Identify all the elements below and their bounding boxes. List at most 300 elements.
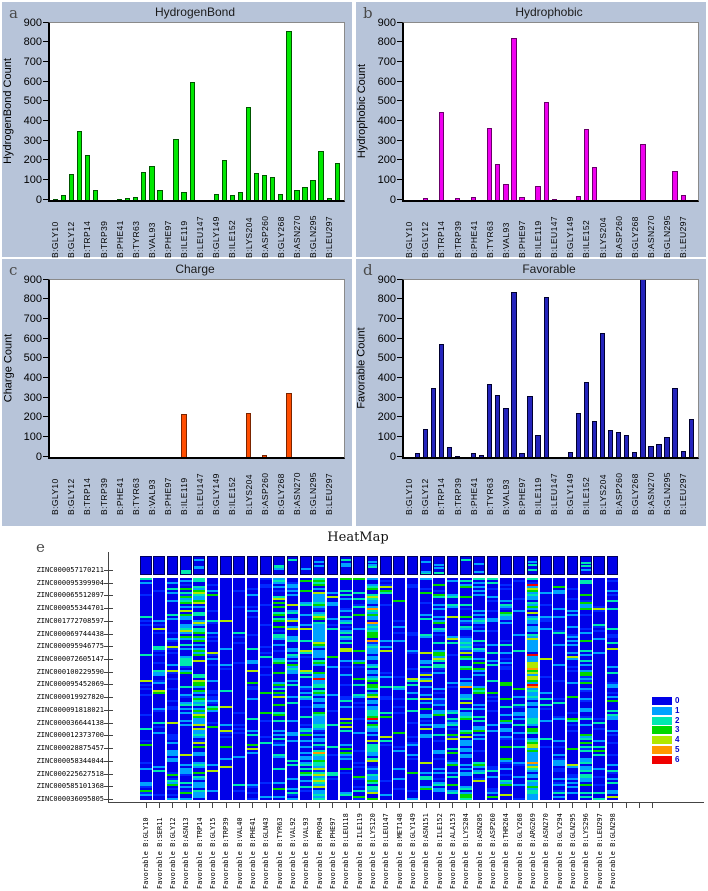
heatmap-column-label: Favorable B:ASP260: [488, 813, 497, 889]
x-axis-tick-label: B:ASP260: [613, 472, 624, 515]
bar-hydrogenbond: [246, 107, 251, 200]
heatmap-column: [420, 578, 432, 800]
heatmap-header-cell: [473, 556, 485, 575]
bar-hydrophobic: [439, 112, 444, 201]
heatmap-column: [273, 578, 285, 800]
y-axis-tick-label: 200: [377, 411, 396, 424]
heatmap-column-tick: [586, 803, 587, 808]
x-axis-tick-label: B:GLY268: [275, 473, 286, 515]
y-axis-tick-label: 300: [23, 134, 42, 147]
chart-title-hydrogenbond: HydrogenBond: [154, 5, 236, 19]
x-axis-tick-label: B:GLY149: [211, 473, 222, 515]
heatmap-column-tick: [546, 803, 547, 808]
heatmap-stripe: [140, 798, 152, 800]
heatmap-column-tick: [519, 803, 520, 808]
bar-hydrophobic: [552, 199, 557, 201]
y-axis-tick-label: 300: [23, 391, 42, 404]
heatmap-header-stripe: [528, 561, 538, 563]
heatmap-column: [260, 578, 272, 800]
x-axis-tick-label: B:GLN295: [308, 472, 319, 515]
heatmap-column-label: Favorable B:THR264: [502, 813, 511, 889]
bar-favorable: [423, 429, 428, 457]
heatmap-header-cell: [500, 556, 512, 575]
y-axis-tick: [397, 100, 402, 101]
heatmap-column-label: Favorable B:TYR63: [275, 817, 284, 889]
bar-favorable: [487, 384, 492, 457]
heatmap-row-label: ZINC000100229590: [36, 667, 104, 676]
bar-hydrophobic: [487, 128, 492, 200]
heatmap-row-tick: [104, 735, 113, 736]
heatmap-column-label: Favorable B:LEU297: [595, 813, 604, 889]
y-axis-tick-label: 900: [23, 16, 42, 29]
heatmap-header-cell: [167, 556, 179, 575]
heatmap-column: [167, 578, 179, 800]
bar-hydrogenbond: [173, 139, 178, 200]
x-axis-tick-label: B:PHE41: [114, 477, 125, 515]
heatmap-column: [500, 578, 512, 800]
heatmap-column-label: Favorable B:GLY12: [168, 817, 177, 889]
heatmap-row-tick: [104, 748, 113, 749]
heatmap-column-tick: [186, 803, 187, 808]
heatmap-stripe: [367, 798, 379, 800]
heatmap-stripe: [407, 798, 419, 800]
x-axis-tick-label: B:ILE152: [227, 219, 238, 258]
legend-swatch-level-2: [652, 717, 672, 725]
y-axis-tick: [43, 397, 48, 398]
y-axis-tick: [397, 61, 402, 62]
y-axis-tick-label: 300: [377, 391, 396, 404]
x-axis-tick-label: B:LEU297: [678, 216, 689, 258]
heatmap-column-tick: [212, 803, 213, 808]
y-axis-tick: [397, 120, 402, 121]
x-axis-tick-label: B:GLN295: [662, 472, 673, 515]
bar-charge: [286, 393, 291, 457]
heatmap-column: [553, 578, 565, 800]
heatmap-stripe: [607, 798, 619, 800]
y-axis-tick-label: 900: [377, 16, 396, 29]
heatmap-header-cell: [407, 556, 419, 575]
y-axis-tick: [397, 298, 402, 299]
heatmap-column-tick: [399, 803, 400, 808]
bar-favorable: [608, 430, 613, 457]
x-axis-tick-label: B:ASP260: [259, 215, 270, 258]
heatmap-column-label: Favorable B:TRP14: [195, 817, 204, 889]
bar-hydrogenbond: [286, 31, 291, 200]
legend-level-label: 6: [675, 754, 680, 764]
x-axis-tick-label: B:TRP39: [452, 220, 463, 258]
heatmap-column-label: Favorable B:ASN270: [542, 813, 551, 889]
heatmap-row-tick: [104, 659, 113, 660]
y-axis-tick-label: 300: [377, 134, 396, 147]
heatmap-column: [447, 578, 459, 800]
heatmap-stripe: [220, 798, 232, 800]
heatmap-column-label: Favorable B:PHE97: [328, 817, 337, 889]
bar-hydrophobic: [640, 144, 645, 200]
y-axis-tick: [43, 100, 48, 101]
bar-hydrogenbond: [117, 199, 122, 201]
y-axis-tick: [397, 357, 402, 358]
heatmap-stripe: [420, 798, 432, 800]
y-axis-tick-label: 800: [23, 36, 42, 49]
heatmap-header-stripe: [434, 567, 444, 569]
heatmap-column-tick: [559, 803, 560, 808]
heatmap-column-label: Favorable B:TRP39: [222, 817, 231, 889]
x-axis-tick-label: B:ASN270: [291, 215, 302, 258]
heatmap-column-tick: [439, 803, 440, 808]
panel-letter-b: b: [363, 4, 373, 22]
heatmap-stripe: [287, 798, 299, 800]
heatmap-row-label: ZINC000095452069: [36, 680, 104, 689]
legend-swatch-level-3: [652, 726, 672, 734]
heatmap-column: [313, 578, 325, 800]
y-axis-tick-label: 0: [35, 193, 42, 206]
x-axis-tick-label: B:TRP39: [98, 220, 109, 258]
heatmap-column-label: Favorable B:ASN205: [475, 813, 484, 889]
bar-hydrophobic: [423, 198, 428, 200]
x-axis-tick-label: B:LEU297: [324, 216, 335, 258]
heatmap-column-label: Favorable B:PRO94: [315, 817, 324, 889]
heatmap-stripe: [447, 798, 459, 800]
heatmap-header-cell: [580, 556, 592, 575]
heatmap-column: [540, 578, 552, 800]
bar-hydrophobic: [503, 184, 508, 200]
y-axis-label-wrap: [353, 22, 371, 199]
x-axis-tick-label: B:TRP14: [82, 220, 93, 258]
heatmap-column-tick: [279, 803, 280, 808]
legend-swatch-level-4: [652, 736, 672, 744]
heatmap-column-label: Favorable B:ILE152: [435, 813, 444, 889]
y-axis-tick: [43, 120, 48, 121]
bar-hydrogenbond: [327, 198, 332, 200]
heatmap-column-tick: [452, 803, 453, 808]
heatmap-column: [353, 578, 365, 800]
x-axis-tick-label: B:LEU297: [678, 473, 689, 515]
x-axis-tick-label: B:GLY10: [404, 478, 415, 515]
y-axis-label: Charge Count: [2, 333, 14, 402]
heatmap-header-cell: [247, 556, 259, 575]
heatmap-column-tick: [479, 803, 480, 808]
y-axis-tick-label: 400: [377, 114, 396, 127]
x-axis-tick-label: B:LEU147: [195, 216, 206, 258]
y-axis-tick: [43, 279, 48, 280]
bar-hydrophobic: [672, 171, 677, 200]
plot-area-hydrogenbond: [48, 22, 345, 202]
x-axis-tick-label: B:PHE97: [162, 220, 173, 258]
heatmap-stripe: [340, 798, 352, 800]
heatmap-header-stripe: [434, 564, 444, 566]
y-axis-tick-label: 400: [377, 371, 396, 384]
heatmap-header-cell: [513, 556, 525, 575]
heatmap-row-tick: [104, 646, 113, 647]
y-axis-tick: [397, 159, 402, 160]
y-axis-tick-label: 0: [389, 450, 396, 463]
heatmap-column: [607, 578, 619, 800]
heatmap-header-stripe: [314, 565, 324, 567]
bar-hydrogenbond: [181, 192, 186, 200]
heatmap-stripe: [180, 798, 192, 800]
heatmap-column: [567, 578, 579, 800]
bar-favorable: [535, 435, 540, 457]
x-axis-tick-label: B:GLY149: [565, 473, 576, 515]
heatmap-header-cell: [527, 556, 539, 575]
heatmap-header-cell: [420, 556, 432, 575]
heatmap-header-stripe: [288, 559, 298, 561]
y-axis-tick: [43, 41, 48, 42]
y-axis-label-wrap: [353, 279, 371, 456]
heatmap-axis-extra-tick: [652, 803, 653, 808]
heatmap-header-stripe: [434, 572, 444, 574]
y-axis-tick-label: 500: [23, 352, 42, 365]
y-axis-tick-label: 500: [377, 352, 396, 365]
x-axis-tick-label: B:PHE97: [162, 477, 173, 515]
panel-favorable: [356, 259, 706, 526]
heatmap-column-label: Favorable B:GLN43: [262, 817, 271, 889]
heatmap-column-tick: [599, 803, 600, 808]
heatmap-stripe: [393, 798, 405, 800]
heatmap-column-tick: [346, 803, 347, 808]
heatmap-column-tick: [612, 803, 613, 808]
heatmap-header-stripe: [474, 563, 484, 565]
heatmap-column-label: Favorable B:GLN295: [568, 813, 577, 889]
y-axis-tick: [397, 81, 402, 82]
bar-hydrogenbond: [254, 173, 259, 200]
y-axis-label-wrap: [0, 279, 17, 456]
bar-hydrophobic: [495, 164, 500, 200]
heatmap-header-cell: [327, 556, 339, 575]
y-axis-tick: [43, 61, 48, 62]
x-axis-tick-label: B:TRP39: [452, 477, 463, 515]
x-axis-tick-label: B:GLY12: [420, 221, 431, 258]
bar-favorable: [681, 451, 686, 457]
heatmap-row-label: ZINC000055344701: [36, 604, 104, 613]
heatmap-row-label: ZINC000095399904: [36, 578, 104, 587]
heatmap-header-cell: [433, 556, 445, 575]
y-axis-tick-label: 700: [23, 55, 42, 68]
heatmap-stripe: [553, 798, 565, 800]
heatmap-column-label: Favorable B:ASN13: [182, 817, 191, 889]
heatmap-row-tick: [104, 608, 113, 609]
bar-favorable: [503, 408, 508, 457]
panel-hydrophobic: [356, 2, 706, 257]
y-axis-tick-label: 400: [23, 371, 42, 384]
x-axis-tick-label: B:TYR63: [484, 477, 495, 515]
x-axis-tick-label: B:GLY268: [629, 473, 640, 515]
x-axis-tick-label: B:GLY149: [565, 216, 576, 258]
panel-letter-a: a: [9, 4, 18, 22]
bar-hydrogenbond: [230, 195, 235, 200]
heatmap-row-tick: [104, 570, 113, 571]
heatmap-row-tick: [104, 786, 113, 787]
heatmap-column-tick: [532, 803, 533, 808]
heatmap-column: [340, 578, 352, 800]
heatmap-column: [220, 578, 232, 800]
y-axis-tick: [397, 436, 402, 437]
bar-hydrogenbond: [238, 192, 243, 200]
heatmap-column-tick: [386, 803, 387, 808]
x-axis-tick-label: B:GLY268: [275, 216, 286, 258]
x-axis-tick-label: B:GLY12: [420, 478, 431, 515]
plot-area-hydrophobic: [402, 22, 699, 202]
heatmap-stripe: [193, 798, 205, 800]
y-axis-tick: [397, 179, 402, 180]
heatmap-header-cell: [553, 556, 565, 575]
heatmap-column-tick: [252, 803, 253, 808]
heatmap-stripe: [247, 798, 259, 800]
heatmap-row-tick: [104, 684, 113, 685]
legend-swatch-level-1: [652, 707, 672, 715]
x-axis-tick-label: B:ILE119: [533, 220, 544, 258]
y-axis-tick-label: 100: [377, 430, 396, 443]
heatmap-column: [207, 578, 219, 800]
bar-hydrogenbond: [294, 190, 299, 200]
heatmap-column-tick: [466, 803, 467, 808]
bar-favorable: [656, 444, 661, 457]
x-axis-tick-label: B:ILE152: [581, 219, 592, 258]
heatmap-column: [193, 578, 205, 800]
heatmap-header-cell: [220, 556, 232, 575]
heatmap-column-tick: [266, 803, 267, 808]
bar-favorable: [471, 453, 476, 457]
heatmap-column-label: Favorable B:VAL93: [302, 817, 311, 889]
heatmap-column-tick: [146, 803, 147, 808]
bar-hydrogenbond: [77, 131, 82, 200]
y-axis-tick-label: 800: [377, 36, 396, 49]
heatmap-header-stripe: [341, 559, 351, 561]
x-axis-tick-label: B:LYS204: [243, 474, 254, 515]
heatmap-row-label: ZINC000036095805: [36, 794, 104, 803]
heatmap-header-cell: [287, 556, 299, 575]
heatmap-column-label: Favorable B:LEU118: [342, 813, 351, 889]
bar-favorable: [616, 432, 621, 457]
heatmap-row-tick: [104, 710, 113, 711]
x-axis-tick-label: B:ILE119: [179, 477, 190, 515]
heatmap-header-stripe: [461, 559, 471, 561]
y-axis-tick-label: 700: [377, 312, 396, 325]
bar-favorable: [689, 419, 694, 457]
y-axis-tick: [43, 179, 48, 180]
heatmap-row-label: ZINC000065512097: [36, 591, 104, 600]
chart-title-charge: Charge: [175, 262, 215, 276]
heatmap-row-tick: [104, 774, 113, 775]
heatmap-header-stripe: [301, 568, 311, 570]
heatmap-row-label: ZINC000012373700: [36, 731, 104, 740]
x-axis-tick-label: B:GLN295: [662, 215, 673, 258]
heatmap-stripe: [207, 798, 219, 800]
x-axis-tick-label: B:GLY12: [66, 478, 77, 515]
y-axis-tick: [43, 416, 48, 417]
x-axis-tick-label: B:LEU147: [549, 216, 560, 258]
y-axis-tick: [397, 338, 402, 339]
heatmap-header-stripe: [368, 566, 378, 568]
heatmap-column-tick: [572, 803, 573, 808]
heatmap-column-label: Favorable B:LYS120: [368, 813, 377, 889]
heatmap-stripe: [513, 798, 525, 800]
heatmap-row-tick: [104, 595, 113, 596]
x-axis-tick-label: B:TYR63: [484, 220, 495, 258]
y-axis-tick: [43, 357, 48, 358]
y-axis-tick: [397, 279, 402, 280]
bar-hydrogenbond: [222, 160, 227, 200]
heatmap-header-cell: [260, 556, 272, 575]
x-axis-tick-label: B:LYS204: [597, 474, 608, 515]
heatmap-column: [407, 578, 419, 800]
y-axis-tick-label: 400: [23, 114, 42, 127]
y-axis-tick: [397, 41, 402, 42]
y-axis-tick-label: 600: [377, 332, 396, 345]
heatmap-stripe: [593, 798, 605, 800]
bar-hydrogenbond: [310, 180, 315, 200]
x-axis-tick-label: B:VAL93: [500, 222, 511, 258]
heatmap-column-label: Favorable B:MET148: [395, 813, 404, 889]
heatmap-stripe: [260, 798, 272, 800]
heatmap-header-cell: [460, 556, 472, 575]
heatmap-row-tick: [104, 723, 113, 724]
heatmap-header-stripe: [581, 569, 591, 571]
y-axis-tick: [43, 456, 48, 457]
bar-charge: [246, 413, 251, 457]
bar-favorable: [600, 333, 605, 457]
bar-favorable: [664, 437, 669, 457]
bar-favorable: [527, 396, 532, 457]
x-axis-tick-label: B:TRP14: [436, 220, 447, 258]
panel-letter-e: e: [36, 538, 45, 556]
y-axis-tick-label: 600: [377, 75, 396, 88]
heatmap-column-label: Favorable B:GLN298: [608, 813, 617, 889]
heatmap-header-cell: [153, 556, 165, 575]
heatmap-column: [433, 578, 445, 800]
heatmap-column-tick: [492, 803, 493, 808]
bar-favorable: [511, 292, 516, 457]
heatmap-stripe: [540, 798, 552, 800]
heatmap-header-cell: [353, 556, 365, 575]
bar-favorable: [519, 453, 524, 457]
heatmap-row-label: ZINC000095946775: [36, 642, 104, 651]
heatmap-header-cell: [313, 556, 325, 575]
x-axis-tick-label: B:GLY12: [66, 221, 77, 258]
heatmap-column-tick: [412, 803, 413, 808]
bar-hydrogenbond: [278, 194, 283, 200]
x-axis-tick-label: B:LEU147: [549, 473, 560, 515]
heatmap-stripe: [487, 798, 499, 800]
heatmap-column: [153, 578, 165, 800]
heatmap-row-tick: [104, 634, 113, 635]
x-axis-tick-label: B:VAL93: [146, 222, 157, 258]
heatmap-stripe: [233, 798, 245, 800]
y-axis-tick-label: 500: [377, 95, 396, 108]
heatmap-column-label: Favorable B:GLY294: [555, 813, 564, 889]
heatmap-stripe: [580, 798, 592, 800]
heatmap-header-stripe: [528, 569, 538, 571]
heatmap-header-cell: [593, 556, 605, 575]
plot-area-charge: [48, 279, 345, 459]
x-axis-tick-label: B:PHE41: [468, 220, 479, 258]
x-axis-tick-label: B:GLY10: [50, 478, 61, 515]
y-axis-tick: [43, 81, 48, 82]
x-axis-tick-label: B:LYS204: [597, 217, 608, 258]
heatmap-header-stripe: [341, 565, 351, 567]
bar-favorable: [632, 452, 637, 458]
bar-hydrogenbond: [262, 175, 267, 200]
y-axis-tick-label: 600: [23, 75, 42, 88]
bar-hydrogenbond: [133, 197, 138, 200]
bar-hydrophobic: [584, 129, 589, 200]
heatmap-column-label: Favorable B:LYS204: [462, 813, 471, 889]
heatmap-header-cell: [447, 556, 459, 575]
heatmap-stripe: [473, 798, 485, 800]
y-axis-tick: [43, 318, 48, 319]
bar-hydrophobic: [576, 196, 581, 200]
heatmap-stripe: [167, 798, 179, 800]
